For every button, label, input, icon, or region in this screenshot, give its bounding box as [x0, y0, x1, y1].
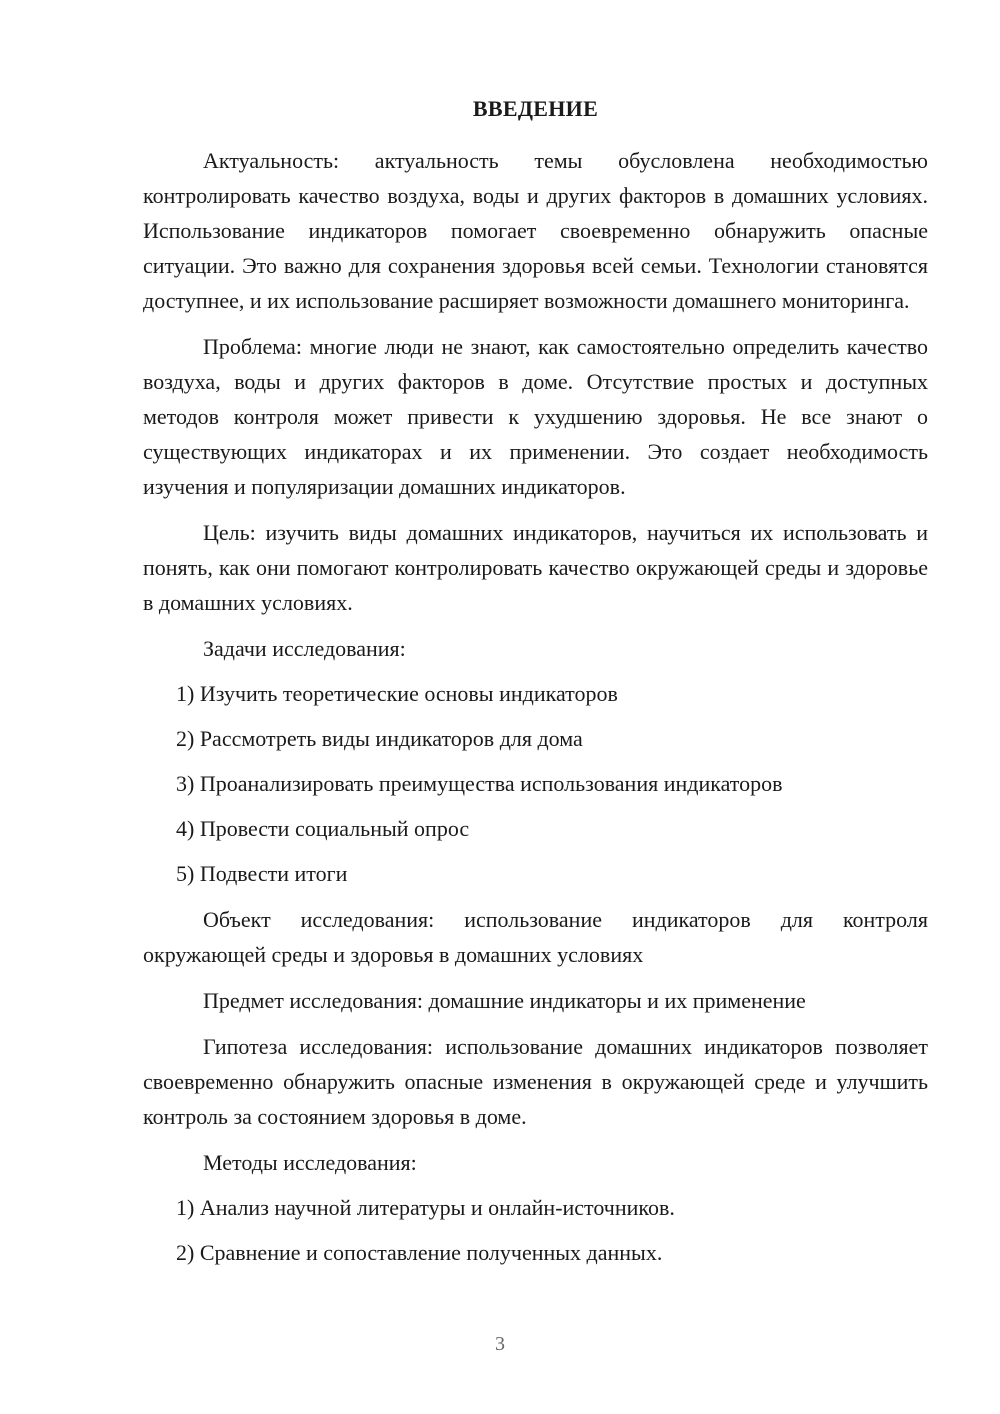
list-item: 2) Рассмотреть виды индикаторов для дома — [176, 726, 583, 751]
list-item: 3) Проанализировать преимущества использования индикаторов — [176, 771, 783, 796]
list-item: 1) Изучить теоретические основы индикаторов — [176, 681, 618, 706]
list-item: 5) Подвести итоги — [176, 861, 348, 886]
relevance-paragraph: Актуальность: актуальность темы обусловлена необходимостью контролировать качество воздуха, воды и других факторов в домашних условиях. Использование индикаторов помогает своевременно обнаружить опасные ситуации. Это важно для сохранения здоровья всей семьи. Технологии становятся доступнее, и их использование расширяет возможности домашнего мониторинга. — [143, 148, 928, 313]
list-item: 2) Сравнение и сопоставление полученных данных. — [176, 1240, 663, 1265]
goal-paragraph: Цель: изучить виды домашних индикаторов, научиться их использовать и понять, как они помогают контролировать качество окружающей среды и здоровье в домашних условиях. — [143, 520, 928, 615]
tasks-heading: Задачи исследования: — [203, 636, 406, 661]
subject-paragraph: Предмет исследования: домашние индикаторы и их применение — [203, 988, 806, 1013]
document-page — [143, 92, 928, 1270]
list-item: 4) Провести социальный опрос — [176, 816, 470, 841]
hypothesis-paragraph: Гипотеза исследования: использование домашних индикаторов позволяет своевременно обнаружить опасные изменения в окружающей среде и улучшить контроль за состоянием здоровья в доме. — [143, 1034, 928, 1129]
methods-heading: Методы исследования: — [203, 1150, 417, 1175]
object-paragraph: Объект исследования: использование индикаторов для контроля окружающей среды и здоровья в домашних условиях — [143, 907, 928, 967]
page-number: 3 — [495, 1333, 505, 1355]
page-title: ВВЕДЕНИЕ — [472, 96, 599, 121]
tasks-list — [143, 676, 928, 891]
problem-paragraph: Проблема: многие люди не знают, как самостоятельно определить качество воздуха, воды и других факторов в доме. Отсутствие простых и доступных методов контроля может привести к ухудшению здоровья. Не все знают о существующих индикаторах и их применении. Это создает необходимость изучения и популяризации домашних индикаторов. — [143, 334, 928, 499]
list-item: 1) Анализ научной литературы и онлайн-источников. — [176, 1195, 675, 1220]
methods-list — [143, 1190, 928, 1270]
